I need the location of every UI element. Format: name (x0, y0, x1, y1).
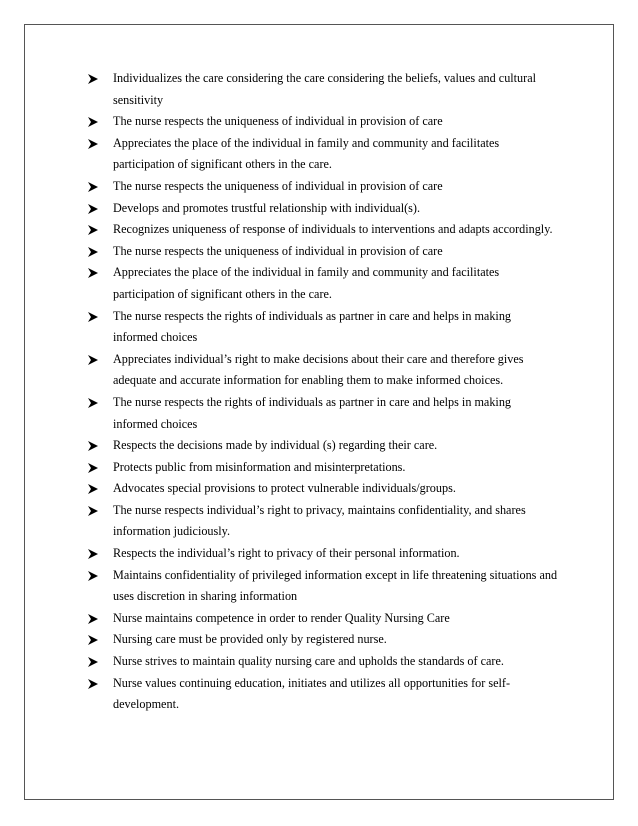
list-item (88, 133, 558, 176)
arrowhead-bullet-icon (88, 484, 98, 494)
list-item-text: The nurse respects the rights of individuals as partner in care and helps in making informed choices (113, 394, 512, 431)
list-item-text: Respects the decisions made by individual (s) regarding their care. (113, 438, 438, 453)
list-item-text: The nurse respects the uniqueness of individual in provision of care (113, 114, 443, 129)
arrowhead-bullet-icon (88, 204, 98, 214)
list-item (88, 673, 558, 716)
list-item (88, 543, 558, 565)
arrowhead-bullet-icon (88, 117, 98, 127)
list-item (88, 349, 558, 392)
list-item-text: Recognizes uniqueness of response of individuals to interventions and adapts accordingly. (113, 222, 553, 237)
list-item-text: Nursing care must be provided only by registered nurse. (113, 632, 387, 647)
list-item-text: Nurse strives to maintain quality nursing care and upholds the standards of care. (113, 654, 504, 669)
list-item (88, 241, 558, 263)
arrowhead-bullet-icon (88, 549, 98, 559)
arrowhead-bullet-icon (88, 635, 98, 645)
list-item-text: Appreciates the place of the individual in family and community and facilitates participation of significant others in the care. (113, 135, 500, 172)
arrowhead-bullet-icon (88, 225, 98, 235)
list-item-text: Nurse maintains competence in order to render Quality Nursing Care (113, 610, 450, 625)
list-item-text: The nurse respects the rights of individuals as partner in care and helps in making informed choices (113, 308, 512, 345)
list-item (88, 629, 558, 651)
list-item (88, 457, 558, 479)
list-item (88, 111, 558, 133)
list-item (88, 565, 558, 608)
arrowhead-bullet-icon (88, 441, 98, 451)
list-item (88, 306, 558, 349)
list-item (88, 478, 558, 500)
list-item-text: Appreciates individual’s right to make decisions about their care and therefore gives adequate and accurate information for enabling them to make informed choices. (113, 351, 524, 388)
arrowhead-bullet-icon (88, 247, 98, 257)
list-item (88, 262, 558, 305)
list-item-text: Appreciates the place of the individual in family and community and facilitates participation of significant others in the care. (113, 265, 500, 301)
arrowhead-bullet-icon (88, 506, 98, 516)
list-item-text: The nurse respects the uniqueness of individual in provision of care (113, 178, 443, 193)
list-item-text: Respects the individual’s right to privacy of their personal information. (113, 546, 460, 561)
arrowhead-bullet-icon (88, 182, 98, 192)
list-item (88, 68, 558, 111)
list-item-text: Individualizes the care considering the care considering the beliefs, values and cultural sensitivity (113, 71, 537, 107)
list-item-text: Advocates special provisions to protect vulnerable individuals/groups. (113, 481, 456, 496)
bullet-list (88, 68, 558, 716)
list-item-text: The nurse respects the uniqueness of individual in provision of care (113, 243, 443, 258)
arrowhead-bullet-icon (88, 657, 98, 667)
arrowhead-bullet-icon (88, 312, 98, 322)
arrowhead-bullet-icon (88, 679, 98, 689)
arrowhead-bullet-icon (88, 355, 98, 365)
arrowhead-bullet-icon (88, 268, 98, 278)
arrowhead-bullet-icon (88, 571, 98, 581)
list-item-text: The nurse respects individual’s right to privacy, maintains confidentiality, and shares information judiciously. (113, 502, 526, 539)
list-item-text: Develops and promotes trustful relationship with individual(s). (113, 200, 421, 215)
list-item (88, 219, 558, 241)
list-item (88, 198, 558, 220)
list-item-text: Protects public from misinformation and misinterpretations. (113, 459, 406, 474)
list-item (88, 608, 558, 630)
list-item-text: Maintains confidentiality of privileged information except in life threatening situations and uses discretion in sharing information (113, 567, 558, 604)
list-item (88, 392, 558, 435)
list-item (88, 500, 558, 543)
arrowhead-bullet-icon (88, 463, 98, 473)
arrowhead-bullet-icon (88, 614, 98, 624)
arrowhead-bullet-icon (88, 139, 98, 149)
arrowhead-bullet-icon (88, 398, 98, 408)
list-item (88, 176, 558, 198)
list-item-text: Nurse values continuing education, initiates and utilizes all opportunities for self-development. (113, 675, 511, 712)
list-item (88, 651, 558, 673)
list-item (88, 435, 558, 457)
arrowhead-bullet-icon (88, 74, 98, 84)
